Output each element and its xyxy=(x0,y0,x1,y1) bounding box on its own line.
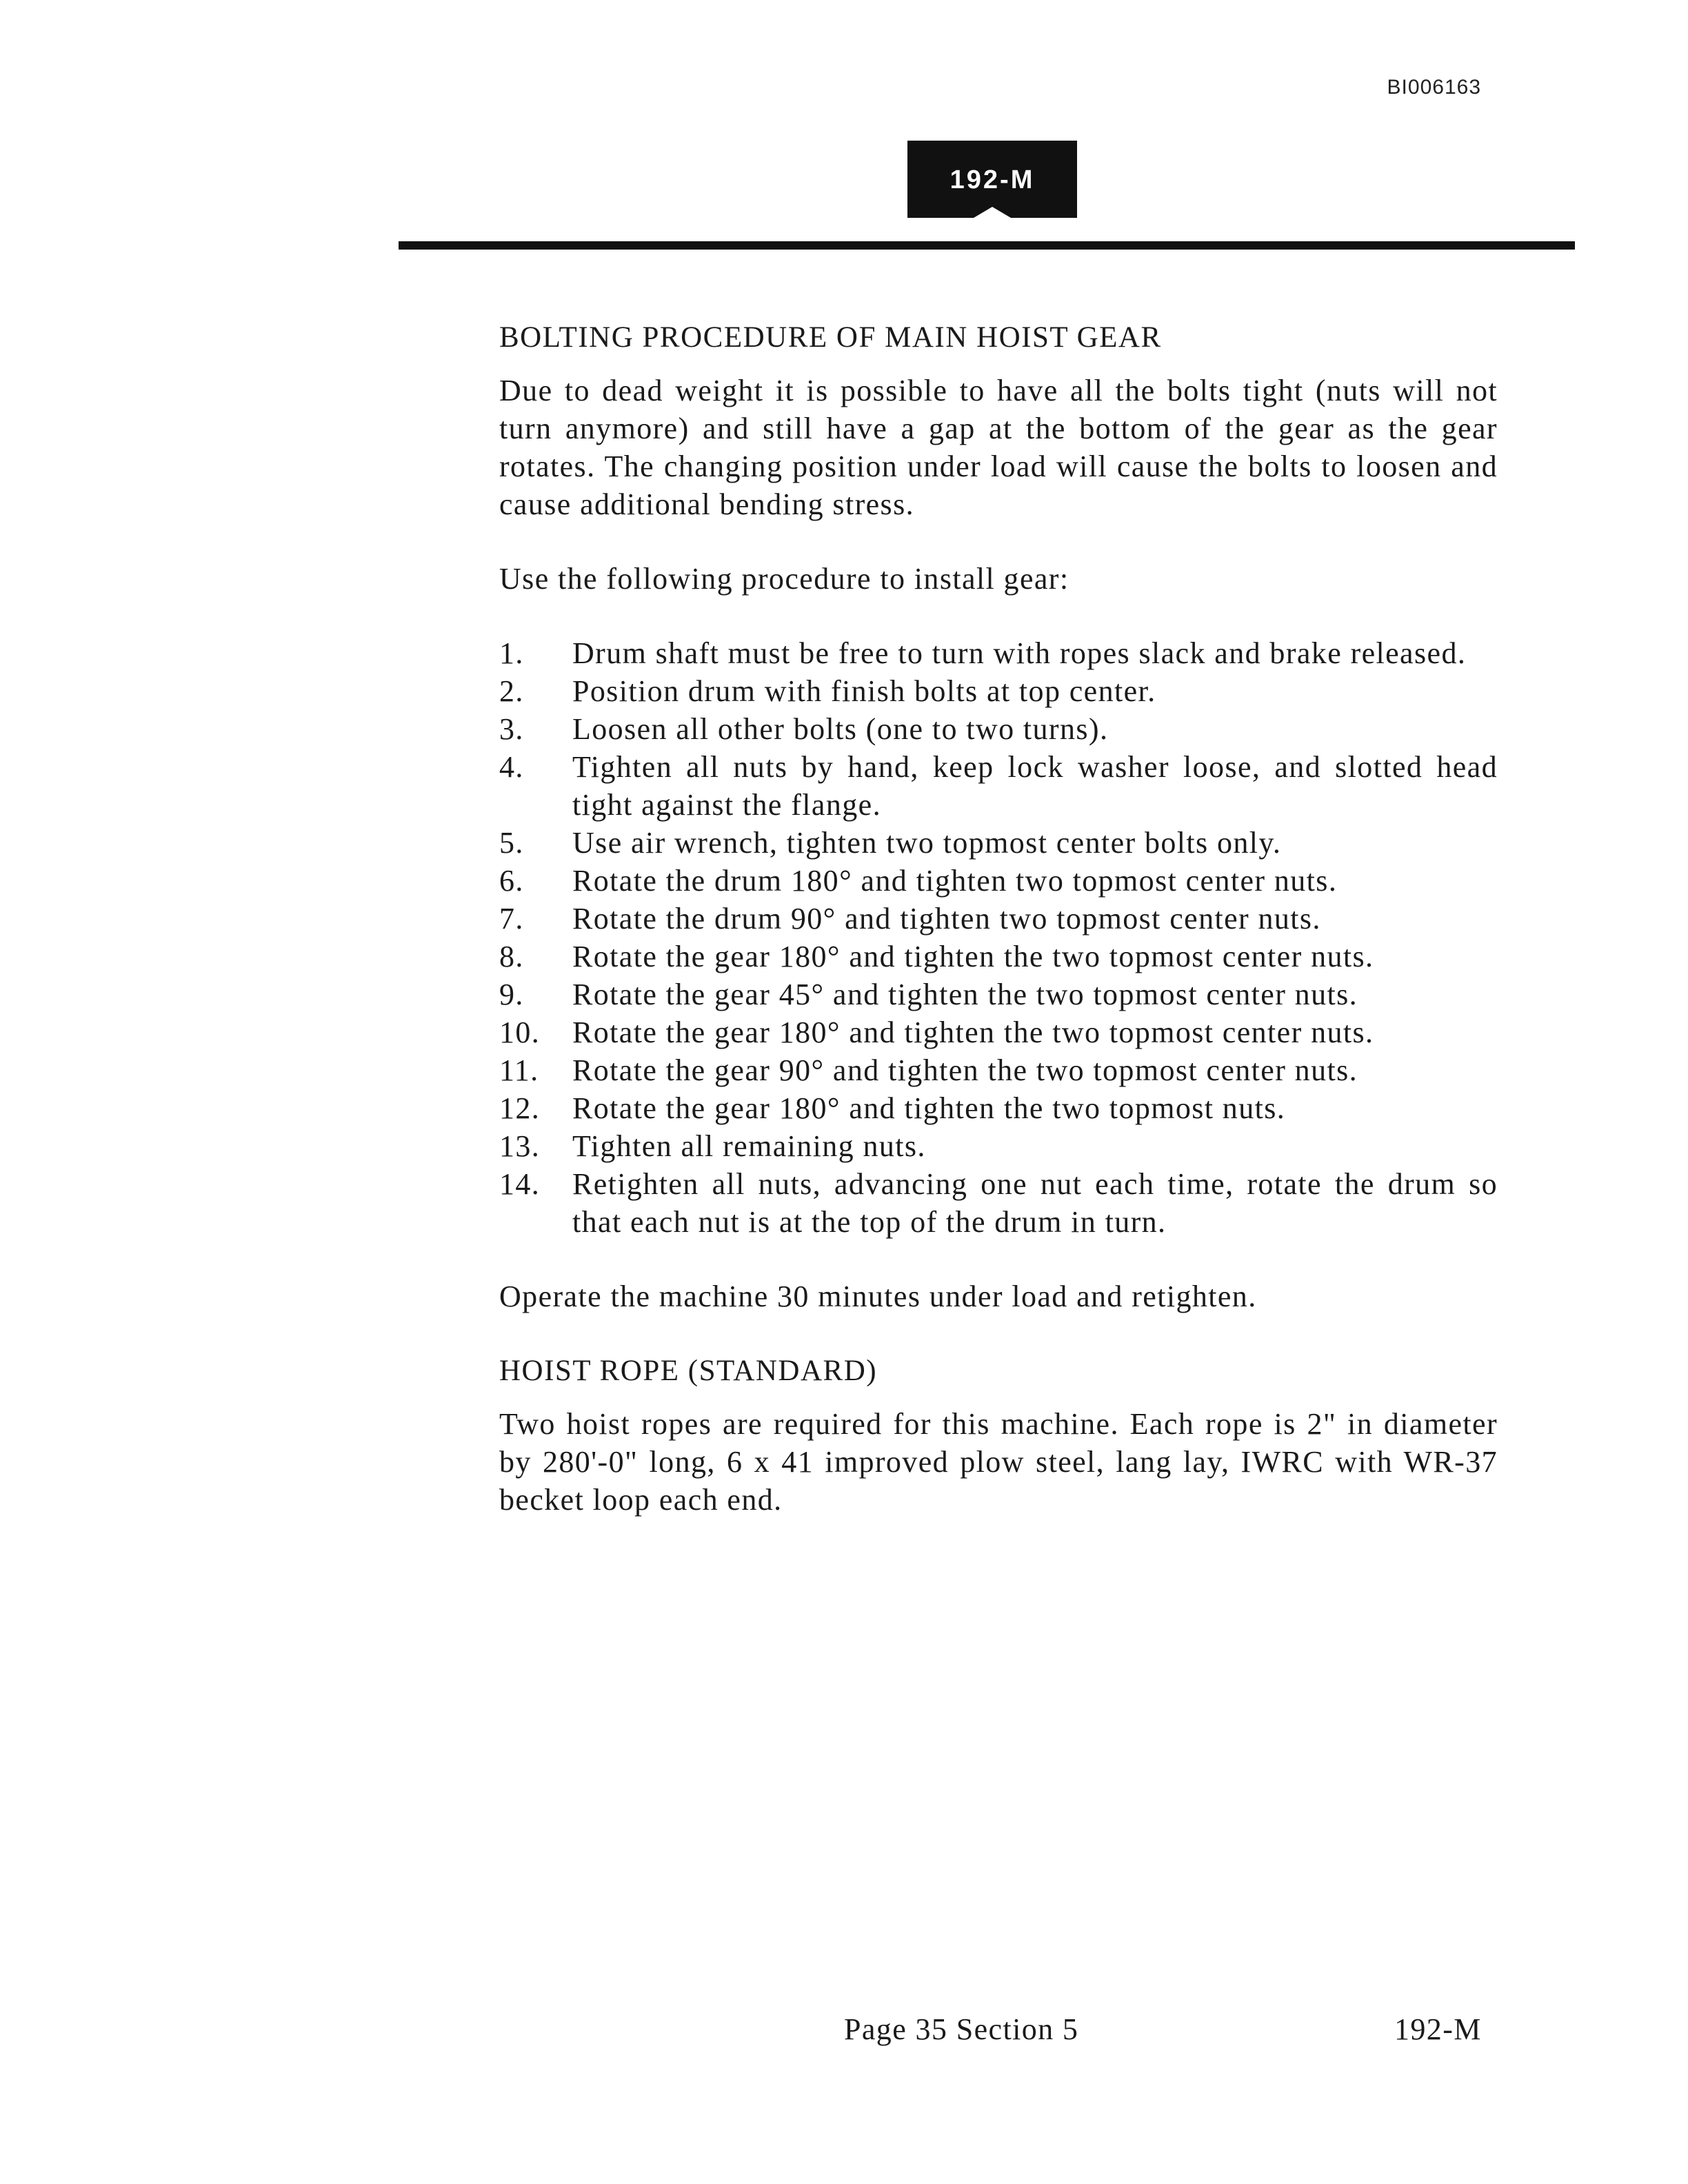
step-number: 3. xyxy=(499,712,524,746)
step-text: Drum shaft must be free to turn with ropes slack and brake released. xyxy=(572,636,1467,670)
procedure-step xyxy=(499,975,1498,1013)
step-text: Rotate the drum 90° and tighten two topmost center nuts. xyxy=(572,902,1321,936)
model-logo xyxy=(907,141,1077,218)
step-number: 13. xyxy=(499,1129,541,1163)
procedure-step xyxy=(499,672,1498,710)
step-text: Retighten all nuts, advancing one nut each time, rotate the drum so that each nut is at the top of the drum in turn. xyxy=(572,1167,1498,1239)
section-heading: BOLTING PROCEDURE OF MAIN HOIST GEAR xyxy=(499,321,1162,354)
step-number: 6. xyxy=(499,864,524,898)
footer-model: 192-M xyxy=(1394,2012,1482,2046)
step-text: Rotate the gear 180° and tighten the two topmost center nuts. xyxy=(572,1015,1374,1049)
procedure-step xyxy=(499,824,1498,862)
step-text: Rotate the gear 45° and tighten the two topmost center nuts. xyxy=(572,978,1358,1011)
step-number: 5. xyxy=(499,826,524,860)
step-number: 9. xyxy=(499,978,524,1011)
rope-paragraph: Two hoist ropes are required for this machine. Each rope is 2" in diameter by 280'-0" long, 6 x 41 improved plow steel, lang lay, IWRC with WR-37 becket loop each end. xyxy=(499,1407,1498,1517)
header-rule xyxy=(399,241,1575,250)
step-text: Tighten all remaining nuts. xyxy=(572,1129,926,1163)
procedure-step xyxy=(499,938,1498,975)
procedure-intro: Use the following procedure to install gear: xyxy=(499,562,1069,596)
intro-paragraph: Due to dead weight it is possible to have all the bolts tight (nuts will not turn anymore) and still have a gap at the bottom of the gear as the gear rotates. The changing position under load will cause the bolts to loosen and cause additional bending stress. xyxy=(499,374,1498,521)
procedure-step xyxy=(499,634,1498,672)
procedure-step xyxy=(499,1089,1498,1127)
step-number: 8. xyxy=(499,940,524,973)
procedure-steps xyxy=(499,634,1498,1241)
step-text: Rotate the gear 90° and tighten the two topmost center nuts. xyxy=(572,1053,1358,1087)
rope-heading: HOIST ROPE (STANDARD) xyxy=(499,1355,878,1387)
footer-page-number: Page 35 Section 5 xyxy=(844,2012,1079,2046)
procedure-step xyxy=(499,862,1498,900)
step-text: Rotate the drum 180° and tighten two topmost center nuts. xyxy=(572,864,1338,898)
procedure-step xyxy=(499,748,1498,824)
procedure-step xyxy=(499,1051,1498,1089)
procedure-step xyxy=(499,1127,1498,1165)
step-number: 4. xyxy=(499,750,524,784)
logo-text: 192-M xyxy=(950,165,1035,194)
step-text: Use air wrench, tighten two topmost center bolts only. xyxy=(572,826,1282,860)
procedure-step xyxy=(499,710,1498,748)
step-number: 2. xyxy=(499,674,524,708)
step-number: 11. xyxy=(499,1053,539,1087)
step-text: Position drum with finish bolts at top center. xyxy=(572,674,1156,708)
step-number: 10. xyxy=(499,1015,541,1049)
step-number: 12. xyxy=(499,1091,541,1125)
step-number: 14. xyxy=(499,1167,541,1201)
step-text: Rotate the gear 180° and tighten the two topmost nuts. xyxy=(572,1091,1286,1125)
procedure-step xyxy=(499,1013,1498,1051)
step-number: 1. xyxy=(499,636,524,670)
document-id: BI006163 xyxy=(1387,76,1481,99)
step-number: 7. xyxy=(499,902,524,936)
step-text: Tighten all nuts by hand, keep lock washer loose, and slotted head tight against the flange. xyxy=(572,750,1498,822)
procedure-step xyxy=(499,1165,1498,1241)
closing-paragraph: Operate the machine 30 minutes under load and retighten. xyxy=(499,1280,1257,1313)
procedure-step xyxy=(499,900,1498,938)
page-body xyxy=(499,318,1498,1519)
step-text: Rotate the gear 180° and tighten the two topmost center nuts. xyxy=(572,940,1374,973)
step-text: Loosen all other bolts (one to two turns). xyxy=(572,712,1109,746)
